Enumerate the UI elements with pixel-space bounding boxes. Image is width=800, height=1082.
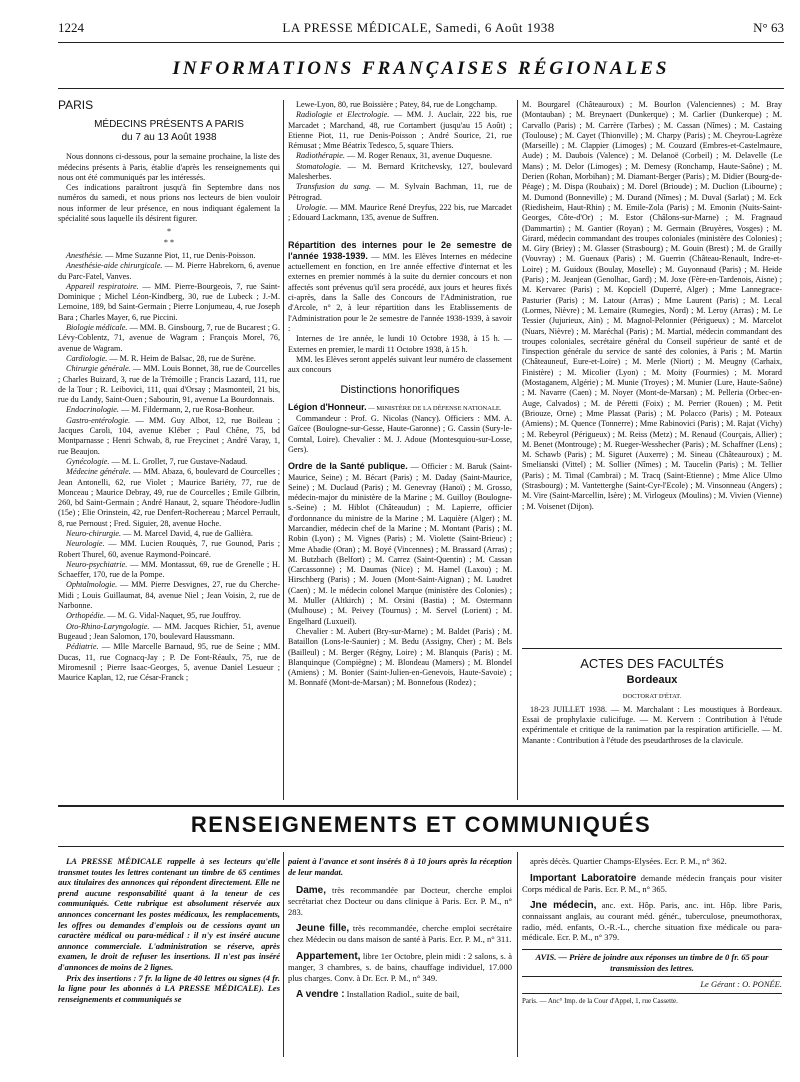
column-divider (283, 100, 284, 800)
specialty-text: — MM. Lucien Rouquès, 7, rue Gounod, Paris ; Robert Thurel, 60, avenue Raymond-Poincaré. (58, 539, 280, 559)
section-rule-thick (58, 805, 784, 807)
ad-text: très recommandée par Docteur, cherche emploi secrétariat chez Docteur ou dans clinique à Paris. Ecr. P. M., n° 283. (288, 885, 512, 917)
specialty-label: Anesthésie. (66, 250, 104, 260)
specialty-text: — Mlle Marcelle Barnaud, 95, rue de Seine ; MM. Ducas, 11, rue Cognacq-Jay ; P. De Font-Réaulx, 75, rue de Miromesnil ; Pierre Isaac-Georges, 5, avenue Daniel Lesueur ; Maurice Kaplan, 12, rue César-Franck ; (58, 642, 280, 683)
specialty-label: Neuro-psychiatrie. (66, 559, 128, 569)
payment-note: paient à l'avance et sont insérés 8 à 10 jours après la réception de leur mandat. (288, 856, 512, 877)
internes-notice: Répartition des internes pour le 2e semestre de l'année 1938-1939. — MM. les Elèves Internes en médecine actuellement en fonction, en 1re année effective d'internat et les externes en premier nommés à la suite du dernier concours et non affectés sont prévenus qu'il sera procédé, aux jours et heures fixés ci-après, dans la Salle des Concours de l'Administration, rue d'Arcole, n° 2, à leur répartition dans les Etablissements de l'Administration pour le 2e semestre de l'année 1938-1939, à savoir : (288, 239, 512, 333)
avis-text: AVIS. — Prière de joindre aux réponses un timbre de 0 fr. 65 pour transmission des lettres. (535, 951, 769, 973)
avis-box (522, 949, 782, 973)
specialty-text: — MM. Pierre-Bourgeois, 7, rue Saint-Dominique ; Michel Léon-Kindberg, 30, rue de Lubeck ; J.-M. Lemoine, 189, bd Saint-Germain ; Pierre Lonjumeau, 4, rue Joseph Bara ; Charles Mayer, 6, rue Piccini. (58, 281, 280, 322)
specialty-label: Médecine générale. (66, 467, 131, 477)
classified-ad (522, 856, 782, 867)
ad-text: demande médecin français pour visiter Corps médical de Paris. Ecr. P. M., n° 365. (522, 872, 782, 894)
medecins-heading: MÉDECINS PRÉSENTS A PARIS du 7 au 13 Août 1938 (94, 119, 244, 144)
specialty-entry (58, 323, 280, 354)
distinctions-heading: Distinctions honorifiques (340, 384, 460, 397)
section-rule (58, 846, 784, 847)
specialty-label: Appareil respiratoire. (66, 281, 139, 291)
section-title: INFORMATIONS FRANÇAISES RÉGIONALES (172, 58, 670, 79)
classified-ad (288, 923, 512, 945)
specialty-entry (58, 261, 280, 282)
specialty-text: — MM. Louis Bonnet, 38, rue de Courcelles ; Charles Buizard, 3, rue de la Trémoille ; Francis Lazard, 111, rue de la Tour ; R. Leibovici, 111, quai d'Orsay ; Masmonteil, 21 bis, rue du Landy, Saint-Ouen ; Sabourin, 91, avenue La Bourdonnais. (58, 364, 280, 405)
specialty-text: — M. Roger Renaux, 31, avenue Duquesne. (344, 151, 493, 161)
specialty-text: — MM. Guy Albot, 12, rue Boileau ; Jacques Caroli, 104, avenue Kléber ; Paul Chêne, 75, bd Montparnasse ; Henri Schwab, 8, rue Freycinet ; André Varay, 1, rue Beaujon. (58, 415, 280, 456)
classified-ad (522, 873, 782, 895)
specialty-label: Orthopédie. (66, 611, 106, 621)
specialty-text: — M. Fildermann, 2, rue Rosa-Bonheur. (118, 405, 255, 415)
prix-insertions: Prix des insertions : 7 fr. la ligne de 40 lettres ou signes (4 fr. la ligne pour les abonnés à LA PRESSE MÉDICALE). Les renseignements et communiqués se (58, 972, 280, 1004)
printer-line: Paris. — Anc° Imp. de la Cour d'Appel, 1, rue Cassette. (522, 993, 782, 1007)
specialty-label: Anesthésie-aide chirurgicale. (66, 261, 163, 271)
column-divider (517, 100, 518, 800)
specialty-list (58, 251, 280, 683)
specialty-text: Lewe-Lyon, 80, rue Boissière ; Patey, 84, rue de Longchamp. (296, 100, 497, 109)
intro-paragraph: Ces indications paraîtront jusqu'à fin Septembre dans nos numéros du samedi, et nous prions nos lecteurs de bien vouloir nous informer de leur présence, en nous indiquant également la spécialité sous laquelle ils désirent figurer. (58, 183, 280, 224)
separator-stars: * * * (163, 227, 175, 247)
journal-title: LA PRESSE MÉDICALE, Samedi, 6 Août 1938 (282, 20, 555, 35)
page-number: 1224 (58, 20, 84, 35)
specialty-entry (288, 182, 512, 203)
ad-title: Dame, (296, 885, 327, 897)
classified-ad (522, 900, 782, 943)
column-paris (58, 100, 280, 800)
specialty-text: — MM. Jacques Richier, 51, avenue Bugeaud ; Jean Salomon, 170, boulevard Haussmann. (58, 621, 280, 641)
specialty-label: Radiologie et Electrologie. (296, 110, 390, 120)
ad-text: libre 1er Octobre, plein midi : 2 salons, s. à manger, 3 chambres, s. de bains, chauffage individuel, 17.000 plus charges. Conv. à Dr. Ecr. P. M., n° 349. (288, 950, 512, 983)
legion-honneur: Légion d'Honneur. — MINISTÈRE DE LA DÉFENSE NATIONALE. (288, 401, 502, 412)
header-rule (58, 42, 784, 43)
ad-title: Appartement, (296, 950, 361, 962)
specialty-label: Cardiologie. (66, 353, 108, 363)
internes-dates: Internes de 1re année, le lundi 10 Octobre 1938, à 15 h. — Externes en premier, le mardi 11 Octobre 1938, à 15 h. (288, 334, 512, 354)
column-middle (288, 100, 512, 800)
specialty-entry (288, 110, 512, 151)
renseignements-heading: RENSEIGNEMENTS ET COMMUNIQUÉS (190, 812, 652, 837)
specialty-label: Oto-Rhino-Laryngologie. (66, 621, 150, 631)
specialty-text: — M. Bernard Kritchevsky, 127, boulevard Malesherbes. (288, 161, 512, 182)
classified-ad (288, 951, 512, 983)
specialty-entry (288, 151, 512, 161)
intro-paragraph: Nous donnons ci-dessous, pour la semaine prochaine, la liste des médecins présents à Paris, établie d'après les renseignements qui nous ont été communiqués par les intéressés. (58, 152, 280, 182)
specialty-entry (58, 282, 280, 323)
specialty-entry (58, 539, 280, 560)
classified-ad (288, 885, 512, 917)
ad-text: Installation Radiol., suite de bail, (344, 989, 460, 1000)
page-header (58, 20, 784, 38)
column-divider (283, 852, 284, 1057)
specialty-text: — M. Sylvain Bachman, 11, rue de Pétrograd. (288, 182, 512, 202)
specialty-entry (58, 251, 280, 261)
specialty-entry (288, 100, 512, 110)
specialty-label: Ophtalmologie. (66, 580, 118, 590)
specialty-entry (58, 405, 280, 415)
specialty-text: — M. Pierre Habrekorn, 6, avenue du Parc-Fatel, Vanves. (58, 261, 280, 281)
specialty-entry (288, 162, 512, 183)
sante-publique: Ordre de la Santé publique. — Officier : M. Baruk (Saint-Maurice, Seine) ; M. Bécart (Paris) ; M. Daday (Saint-Maurice, Seine) ; M. Duclaud (Paris) ; M. Genevray (Hanoï) ; M. Grosso, médecin-major du ministère de la Marine ; M. Guilloy (Boulogne-s.-Seine) ; M. Hiblot (Châteaudun) ; M. Lapierre, officier d'ordonnance du ministre de la Marine ; M. Laquière (Alger) ; M. Marcandier, médecin chef de la Marine ; M. Montant (Paris) ; M. Robin (Lyon) ; M. Vignes (Paris) ; M. Violette (Saint-Brieuc) ; Mme Abadie (Oran) ; M. Boyé (Vincennes) ; M. Brassard (Arras) ; M. Butzbach (Belfort) ; M. Carrez (Saint-Quentin) ; M. Cassan (Carcassonne) ; M. Daumas (Nice) ; M. Hamel (Laxou) ; M. Hirschberg (Paris) ; M. Jouen (Mont-Saint-Aignan) ; M. Laudret (Caen) ; M. le médecin colonel Marque (ministère des Colonies) ; M. Muller (Altkirch) ; M. Orsini (Bastia) ; M. Ostermann (Mulhouse) ; M. Peivey (Tournus) ; M. Servel (Lorient) ; M. Engelhard (Luxueil). (288, 461, 512, 626)
specialty-text: — M. L. Grollet, 7, rue Gustave-Nadaud. (109, 456, 248, 466)
specialty-entry (58, 611, 280, 621)
specialty-label: Transfusion du sang. (296, 182, 372, 192)
internes-classement: MM. les Elèves seront appelés suivant leur numéro de classement aux concours (288, 354, 512, 375)
specialty-label: Gastro-entérologie. (66, 415, 131, 425)
specialty-entry (288, 203, 512, 224)
column-notice (58, 856, 280, 1056)
ad-title: Jeune fille, (296, 923, 350, 935)
intro-text (58, 152, 280, 224)
specialty-entry (58, 354, 280, 364)
column-right (522, 100, 782, 800)
specialty-text: — M. Marcel David, 4, rue de Gallièra. (121, 528, 253, 538)
column-divider (517, 852, 518, 1057)
legion-text: Commandeur : Prof. G. Nicolas (Nancy). Officiers : MM. A. Gaïcee (Boulogne-sur-Gesse, Haute-Garonne) ; G. Cassin (Sury-le-Comtal, Loire). Chevalier : M. J. Adoue (Montesquiou-sur-Losse, Gers). (288, 414, 512, 454)
specialty-entry (58, 642, 280, 683)
specialty-entry (58, 622, 280, 643)
ad-title: Jne médecin, (530, 900, 597, 912)
ad-title: Important Laboratoire (530, 872, 637, 884)
specialty-list-continued (288, 100, 512, 224)
bordeaux-theses: 18-23 JUILLET 1938. — M. Marchalant : Les moustiques à Bordeaux. Essai de prophylaxie culicifuge. — M. Kervern : Contribution à l'étude expérimentale et critique de la ranimation par la respiration artificielle. — M. Manante : Contribution à l'étude des pseudarthroses de la clavicule. (522, 704, 782, 745)
specialty-entry (58, 529, 280, 539)
issue-number: N° 63 (753, 20, 784, 35)
specialty-text: — MM. Montassut, 69, rue de Grenelle ; H. Schaeffer, 170, rue de la Pompe. (58, 559, 280, 580)
paris-heading: PARIS (58, 100, 94, 112)
doctorat-heading: DOCTORAT D'ÉTAT. (622, 692, 682, 700)
specialty-label: Pédiatrie. (66, 642, 99, 652)
column-ads-right (522, 856, 782, 1056)
classified-ads (288, 885, 512, 1000)
ad-text: très recommandée, cherche emploi secrétaire chez Médecin ou dans maison de santé à Paris. Ecr. P. M., n° 311. (288, 923, 512, 945)
specialty-label: Gynécologie. (66, 456, 110, 466)
specialty-label: Urologie. (296, 202, 328, 212)
specialty-text: — MM. Abaza, 6, boulevard de Courcelles ; Jean Antonelli, 62, rue Violet ; Maurice Bariéty, 77, rue de Monceau ; Maurice Debray, 49, rue de Courcelles ; Emile Gilbrin, 260, bd Saint-Germain ; André Hanaut, 2, square Théodore-Judlin (15e) ; Elie Orinstein, 42, rue Denfert-Rochereau ; Marcel Perrault, 8, rue Pernoust ; Fred. Siguier, 28, avenue Hoche. (58, 467, 280, 528)
specialty-text: — M. R. Heim de Balsac, 28, rue de Surène. (107, 353, 256, 363)
specialty-text: — Mme Suzanne Piot, 11, rue Denis-Poisson. (103, 250, 256, 260)
chevalier-list: Chevalier : M. Aubert (Bry-sur-Marne) ; M. Baldet (Paris) ; M. Bataillon (Lons-le-Saunier) ; M. Bedu (Assigny, Cher) ; M. Bels (Bailleul) ; M. Berger (Régny, Loire) ; M. Blanquis (Paris) ; M. Blanquinque (Compiègne) ; M. Blondeau (Mamers) ; M. Blondel (Amiens) ; M. Bonier (Saint-Julien-en-Genevois, Haute-Savoie) ; M. Bonnafé (Mont-de-Marsan) ; M. Bonnefous (Rodez) ; (288, 626, 512, 688)
specialty-text: — MM. B. Ginsbourg, 7, rue de Bucarest ; G. Lévy-Coblentz, 71, avenue de Wagram ; François Morel, 76, avenue de Wagram. (58, 323, 280, 353)
column-ads (288, 856, 512, 1056)
gerant-line: Le Gérant : O. PONÉE. (522, 976, 782, 990)
specialty-text: — MM. Pierre Desvignes, 27, rue du Cherche-Midi ; Louis Guillaumat, 84, avenue Niel ; Jean Voisin, 2, rue de Narbonne. (58, 580, 280, 611)
ad-text: anc. ext. Hôp. Paris, anc. int. Hôp. libre Paris, connaissant anglais, au courant méd. génér., tuberculose, pneumothorax, radio, méd. enfants, O.-R.-L., cherche situation fixe médicale ou para-médicale. Ecr. P. M., n° 379. (522, 900, 782, 943)
classified-ads (522, 856, 782, 943)
specialty-text: — MM. J. Auclair, 222 bis, rue Marcadet ; Marchand, 48, rue Cortambert (jusqu'au 15 Août) ; Etienne Piot, 11, rue Denis-Poisson ; André Sourice, 21, rue Rémusat ; Mme Béatrix Tedesco, 5, square Thiers. (288, 110, 512, 151)
specialty-entry (58, 560, 280, 581)
specialty-entry (58, 467, 280, 529)
ad-text: après décès. Quartier Champs-Elysées. Ecr. P. M., n° 362. (530, 856, 727, 866)
chevalier-list-continued: M. Bourgarel (Châteauroux) ; M. Bourlon (Valenciennes) ; M. Bray (Montauban) ; M. Breynaert (Dunkerque) ; M. Carlier (Dunkerque) ; M. Carvallo (Paris) ; M. Carrère (Tarbes) ; M. Cassan (Nîmes) ; M. Castaing (Toulouse) ; M. Cayet (Thionville) ; M. Charpy (Paris) ; M. Cheyrou-Lagrèze (Marseille) ; M. Clappier (Limoges) ; M. Couzard (Embres-et-Castelmaure, Aude) ; M. Daubois (Valence) ; M. Delanoë (Corbeil) ; M. Delavelle (Le Mans) ; M. Delor (Limoges) ; M. Demesy (Ronchamp, Haute-Saône) ; M. Derien (Rohan, Morbihan) ; M. Diamant-Berger (Paris) ; M. Didier (Bourg-de-Péage) ; M. Dispa (Roubaix) ; M. Dorel (Brioude) ; M. Duclion (Libourne) ; M. Dumond (Bonneville) ; M. Durand (Nîmes) ; M. Duval (Sarlat) ; M. Eck (Riedisheim, Haut-Rhin) ; M. Emile-Zola (Paris) ; M. Emonin (Nuits-Saint-Georges, Côte-d'Or) ; M. Estor (Châlons-sur-Marne) ; M. Fragnaud (Dammartin) ; M. Gantier (Royan) ; M. Germain (Bruyères, Vosges) ; M. Girard, médecin commandant des troupes coloniales (ministère des Colonies) ; M. Giry (Briey) ; M. Glasser (Strasbourg) ; M. Gouin (Brest) ; M. de Grailly (Vouvray) ; M. Guenaux (Paris) ; M. Guerrin (Château-Renault, Indre-et-Loire) ; M. Guidoux (Boulay, Moselle) ; M. Guyonnaud (Paris) ; M. Heide (Paris) ; M. Jeanjean (Genolhac, Gard) ; M. Joxe (Fère-en-Tardenois, Aisne) ; M. Kervarec (Paris) ; M. Kopciell (Duperré, Alger) ; Mme Lannegrace-Pasturier (Paris) ; M. Latour (Arras) ; Mme Laurent (Paris) ; M. Lecal (Lormes, Nièvre) ; M. Lemaire (Rumegies, Nord) ; M. Leroy (Arras) ; M. Le Tessier (Jujurieux, Ain) ; M. Magnol-Pelonnier (Périgueux) ; M. Marcelot (Nuars, Nièvre) ; M. Maréchal (Paris) ; M. Martial, médecin commandant des troupes coloniales, secrétaire général du Conseil supérieur de santé et de l'inspection générale du service de santé des colonies, à Paris ; M. Martin (Châteauneuf, Eure-et-Loire) ; M. Merle (Niort) ; M. Meugny (Carhaix, Finistère) ; M. Micolier (Lyon) ; M. Moity (Fourmies) ; M. Morard (Mostaganem, Algérie) ; M. Munie (Troyes) ; M. Munier (Lure, Haute-Saône) ; M. Navarre (Caen) ; M. Noyer (Mont-de-Marsan) ; M. Pelleria (Orbec-en-Auge, Calvados) ; M. de Péretti (Foix) ; M. Perrier (Rouen) ; M. Petit (Briouze, Orne) ; Mme Plassat (Paris) ; M. Polacco (Paris) ; M. Poteaux (Amiens) ; M. Quence (Tonnerre) ; Mme Rabinovici (Paris) ; M. Rajat (Vichy) ; M. Rebeyrol (Périgueux) ; M. Reiss (Metz) ; M. Renaud (Courçais, Allier) ; M. Benet (Montrouge) ; M. Rueger-Wesshecher (Paris) ; M. Schaffner (Lens) ; M. Schawb (Paris) ; M. Siguret (Auxerre) ; M. Sineau (Châteauroux) ; M. Smelianski (Vittel) ; M. Sollier (Nîmes) ; M. Taucelin (Paris) ; M. Tellier (Paris) ; M. Timal (Cambrai) ; M. Tracq (Saint-Etienne) ; Mme Alice Ulmo (Strasbourg) ; M. Vantetterghe (Saint-Cyr-l'Ecole) ; M. Vinsonneau (Angers) ; M. Vire (Saint-Marcellin, Isère) ; M. Virlogeux (Moulins) ; M. Vivien (Vienne) ; M. Voisenet (Dijon). (522, 100, 782, 511)
specialty-label: Radiothérapie. (296, 151, 345, 161)
bordeaux-heading: Bordeaux (626, 674, 678, 687)
actes-facultes-heading: ACTES DES FACULTÉS (580, 656, 724, 671)
specialty-text: — M. G. Vidal-Naquet, 95, rue Jouffroy. (105, 611, 241, 621)
specialty-entry (58, 364, 280, 405)
specialty-label: Stomatologie. (296, 161, 342, 171)
specialty-label: Biologie médicale. (66, 323, 128, 333)
specialty-entry (58, 457, 280, 467)
specialty-label: Neurologie. (66, 539, 105, 549)
title-rule (58, 88, 784, 89)
specialty-label: Chirurgie générale. (66, 364, 131, 374)
specialty-label: Endocrinologie. (66, 405, 119, 415)
specialty-entry (58, 416, 280, 457)
classified-ad (288, 989, 512, 1000)
section-rule (522, 648, 782, 649)
ad-title: A vendre : (296, 989, 345, 1001)
specialty-entry (58, 580, 280, 611)
specialty-text: — MM. Maurice René Dreyfus, 222 bis, rue Marcadet ; Edouard Lackmann, 135, avenue de Suffren. (288, 202, 512, 223)
specialty-label: Neuro-chirurgie. (66, 528, 122, 538)
notice-text: LA PRESSE MÉDICALE rappelle à ses lecteurs qu'elle transmet toutes les lettres contenant un timbre de 65 centimes aux titulaires des annonces qui répondent directement. Elle ne prend aucune responsabilité quant à la teneur de ces communiqués. Cette rubrique est absolument réservée aux annonces concernant les postes médicaux, les remplacements, les offres ou demandes d'emplois ou de cessions ayant un caractère médical ou para-médical : il n'y est inséré aucune annonce commerciale. L'administration se réserve, après examen, le droit de refuser les insertions. Il n'est pas inséré d'annonces de moins de 2 lignes. (58, 856, 280, 972)
